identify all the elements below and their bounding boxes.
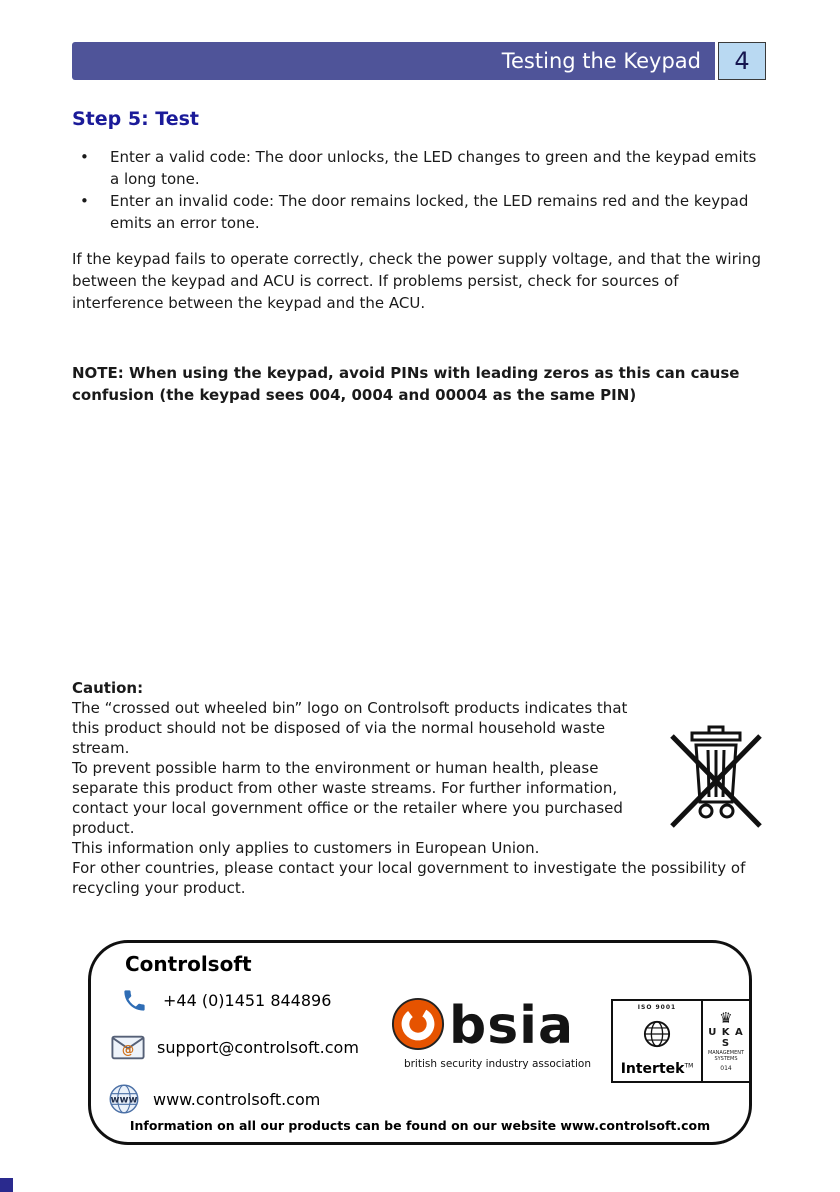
certification-box (611, 999, 751, 1083)
email-address: support@controlsoft.com (157, 1038, 359, 1057)
ukas-cell (701, 1001, 749, 1081)
contact-box (88, 940, 752, 1145)
caution-section (72, 678, 766, 898)
page-corner-mark (0, 1178, 13, 1192)
page-number: 4 (734, 47, 750, 75)
phone-row (115, 987, 331, 1014)
iso-label: ISO 9001 (637, 1004, 677, 1011)
caution-line: To prevent possible harm to the environment or human health, please separate this product from other waste streams. For further information, contact your local government office or the retailer where you purchased product. (72, 759, 623, 837)
caution-line: This information only applies to customers in European Union. (72, 839, 540, 857)
iso-globe-icon (643, 1020, 671, 1052)
company-name: Controlsoft (125, 952, 252, 976)
svg-text:@: @ (121, 1043, 135, 1058)
header-title-bar (72, 42, 715, 80)
ukas-wordmark: U K A S (708, 1026, 744, 1049)
page-header (72, 42, 766, 80)
page-number-box (718, 42, 766, 80)
caution-line: For other countries, please contact your local government to investigate the possibility of recycling your product. (72, 859, 746, 897)
step-heading: Step 5: Test (72, 108, 200, 130)
bsia-logo (391, 997, 591, 1070)
bullet-list (72, 146, 766, 234)
intertek-wordmark: Intertek™ (620, 1061, 694, 1077)
website-address: www.controlsoft.com (153, 1089, 321, 1109)
website-row (105, 1083, 320, 1115)
troubleshooting-paragraph: If the keypad fails to operate correctly, check the power supply voltage, and that the wiring between the keypad and ACU is correct. If problems persist, check for sources of interference between the keypad and the ACU. (72, 250, 761, 312)
note-text: NOTE: When using the keypad, avoid PINs with leading zeros as this can cause confusion (the keypad sees 004, 0004 and 00004 as the same PIN) (72, 364, 740, 404)
bsia-tagline: british security industry association (403, 1058, 591, 1070)
intertek-cell (613, 1001, 701, 1081)
bullet-text: Enter a valid code: The door unlocks, the LED changes to green and the keypad emits a long tone. (110, 148, 757, 188)
phone-handset-icon (115, 987, 153, 1014)
caution-line: The “crossed out wheeled bin” logo on Controlsoft products indicates that this product should not be disposed of via the normal household waste stream. (72, 699, 628, 757)
caution-heading: Caution: (72, 679, 144, 697)
email-row (109, 1035, 359, 1060)
bsia-wordmark: bsia (449, 995, 575, 1056)
phone-number: +44 (0)1451 844896 (163, 991, 332, 1010)
footer-info-line: Information on all our products can be found on our website www.controlsoft.com (129, 1118, 711, 1133)
crown-icon: ♛ (719, 1008, 733, 1027)
list-item (72, 146, 766, 190)
www-globe-icon (105, 1083, 143, 1115)
list-item (72, 190, 766, 234)
page-title: Testing the Keypad (501, 49, 701, 73)
ukas-number: 014 (720, 1064, 732, 1072)
bsia-swirl-icon (391, 997, 445, 1055)
crossed-out-wheeled-bin-icon (666, 720, 766, 832)
tm-mark: TM (684, 1062, 694, 1070)
svg-text:www: www (110, 1094, 138, 1106)
bullet-text: Enter an invalid code: The door remains locked, the LED remains red and the keypad emits an error tone. (110, 192, 749, 232)
ukas-subtitle: MANAGEMENT SYSTEMS (707, 1049, 745, 1062)
email-envelope-icon (109, 1035, 147, 1060)
